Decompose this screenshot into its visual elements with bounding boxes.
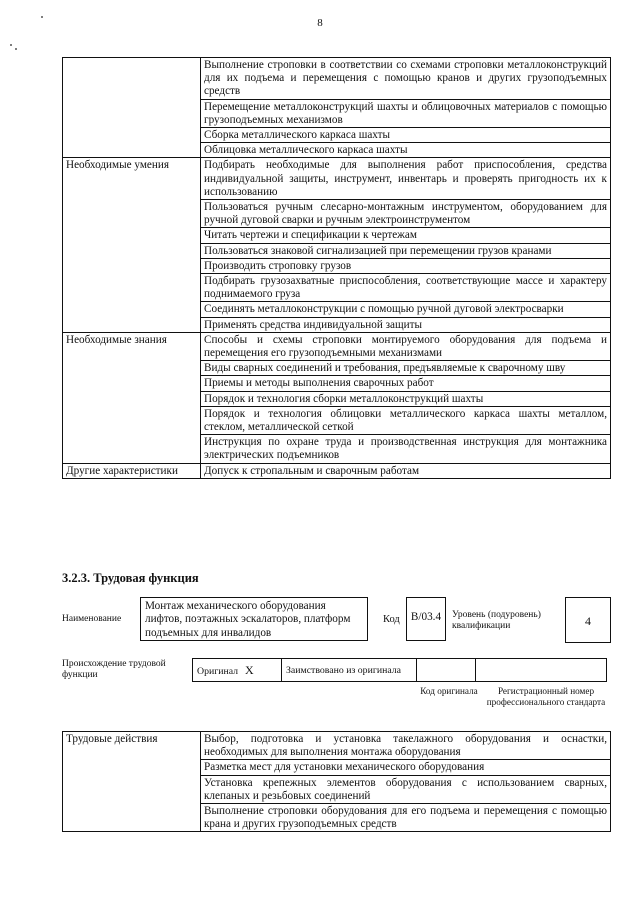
item-cell: Пользоваться ручным слесарно-монтажным инструментом, оборудованием для ручной дуговой сварки и ручным электроинструментом	[201, 200, 611, 228]
item-cell: Выполнение строповки в соответствии со схемами строповки металлоконструкций для их подъема и перемещения с помощью кранов и других грузоподъемных средств	[201, 58, 611, 100]
section-heading: 3.2.3. Трудовая функция	[62, 571, 199, 585]
item-cell: Сборка металлического каркаса шахты	[201, 128, 611, 143]
category-cell: Трудовые действия	[63, 732, 201, 832]
item-cell: Пользоваться знаковой сигнализацией при перемещении грузов кранами	[201, 243, 611, 258]
item-cell: Производить строповку грузов	[201, 258, 611, 273]
reg-number-cell	[476, 659, 607, 682]
origin-table	[192, 658, 607, 682]
labor-actions-table	[62, 731, 611, 832]
item-cell: Способы и схемы строповки монтируемого оборудования для подъема и перемещения его грузоподъемными механизмами	[201, 332, 611, 360]
table-row	[63, 58, 611, 100]
name-label: Наименование	[62, 614, 122, 624]
item-cell: Разметка мест для установки механического оборудования	[201, 760, 611, 775]
item-cell: Приемы и методы выполнения сварочных работ	[201, 376, 611, 391]
page-number: 8	[317, 17, 323, 29]
original-cell	[193, 659, 282, 682]
item-cell: Соединять металлоконструкции с помощью ручной дуговой электросварки	[201, 302, 611, 317]
function-name-value: Монтаж механического оборудования лифтов, поэтажных эскалаторов, платформ подъемных для инвалидов	[145, 600, 351, 639]
origin-label: Происхождение трудовой функции	[62, 659, 166, 680]
item-cell: Порядок и технология сборки металлоконструкций шахты	[201, 391, 611, 406]
table-row	[63, 463, 611, 478]
code-box	[406, 597, 446, 641]
item-cell: Перемещение металлоконструкций шахты и облицовочных материалов с помощью грузоподъемных механизмов	[201, 99, 611, 127]
category-cell: Необходимые знания	[63, 332, 201, 463]
scan-speck	[41, 16, 43, 18]
code-original-caption: Код оригинала	[420, 686, 478, 696]
borrowed-cell	[282, 659, 417, 682]
item-cell: Применять средства индивидуальной защиты	[201, 317, 611, 332]
original-mark: X	[245, 662, 254, 677]
borrowed-label: Заимствовано из оригинала	[286, 664, 401, 676]
code-value: B/03.4	[410, 611, 442, 623]
original-label: Оригинал	[197, 665, 239, 677]
function-name-box	[140, 597, 368, 641]
item-cell: Выбор, подготовка и установка такелажного оборудования и оснастки, необходимых для выполнения монтажа оборудования	[201, 732, 611, 760]
scan-speck	[10, 44, 12, 46]
item-cell: Допуск к стропальным и сварочным работам	[201, 463, 611, 478]
item-cell: Виды сварных соединений и требования, предъявляемые к сварочному шву	[201, 361, 611, 376]
code-original-cell	[417, 659, 476, 682]
category-cell	[63, 58, 201, 158]
level-box	[565, 597, 611, 643]
skills-knowledge-table	[62, 57, 611, 479]
table-row	[63, 732, 611, 760]
item-cell: Порядок и технология облицовки металлического каркаса шахты металлом, стеклом, металлической сеткой	[201, 406, 611, 434]
table-row	[63, 332, 611, 360]
level-label: Уровень (подуровень) квалификации	[452, 610, 541, 631]
level-value: 4	[585, 614, 591, 628]
scan-speck	[15, 48, 17, 50]
item-cell: Подбирать необходимые для выполнения работ приспособления, средства индивидуальной защиты, инструмент, инвентарь и проверять пригодность их к использованию	[201, 158, 611, 200]
item-cell: Подбирать грузозахватные приспособления, соответствующие массе и характеру поднимаемого груза	[201, 274, 611, 302]
category-cell: Необходимые умения	[63, 158, 201, 332]
item-cell: Инструкция по охране труда и производственная инструкция для монтажника электрических подъемников	[201, 435, 611, 463]
reg-number-caption: Регистрационный номер профессионального стандарта	[486, 686, 606, 707]
item-cell: Облицовка металлического каркаса шахты	[201, 143, 611, 158]
item-cell: Читать чертежи и спецификации к чертежам	[201, 228, 611, 243]
item-cell: Установка крепежных элементов оборудования с использованием сварных, клепаных и резьбовых соединений	[201, 775, 611, 803]
item-cell: Выполнение строповки оборудования для его подъема и перемещения с помощью крана и других грузоподъемных средств	[201, 804, 611, 832]
table-row	[63, 158, 611, 200]
category-cell: Другие характеристики	[63, 463, 201, 478]
code-label: Код	[383, 614, 400, 625]
